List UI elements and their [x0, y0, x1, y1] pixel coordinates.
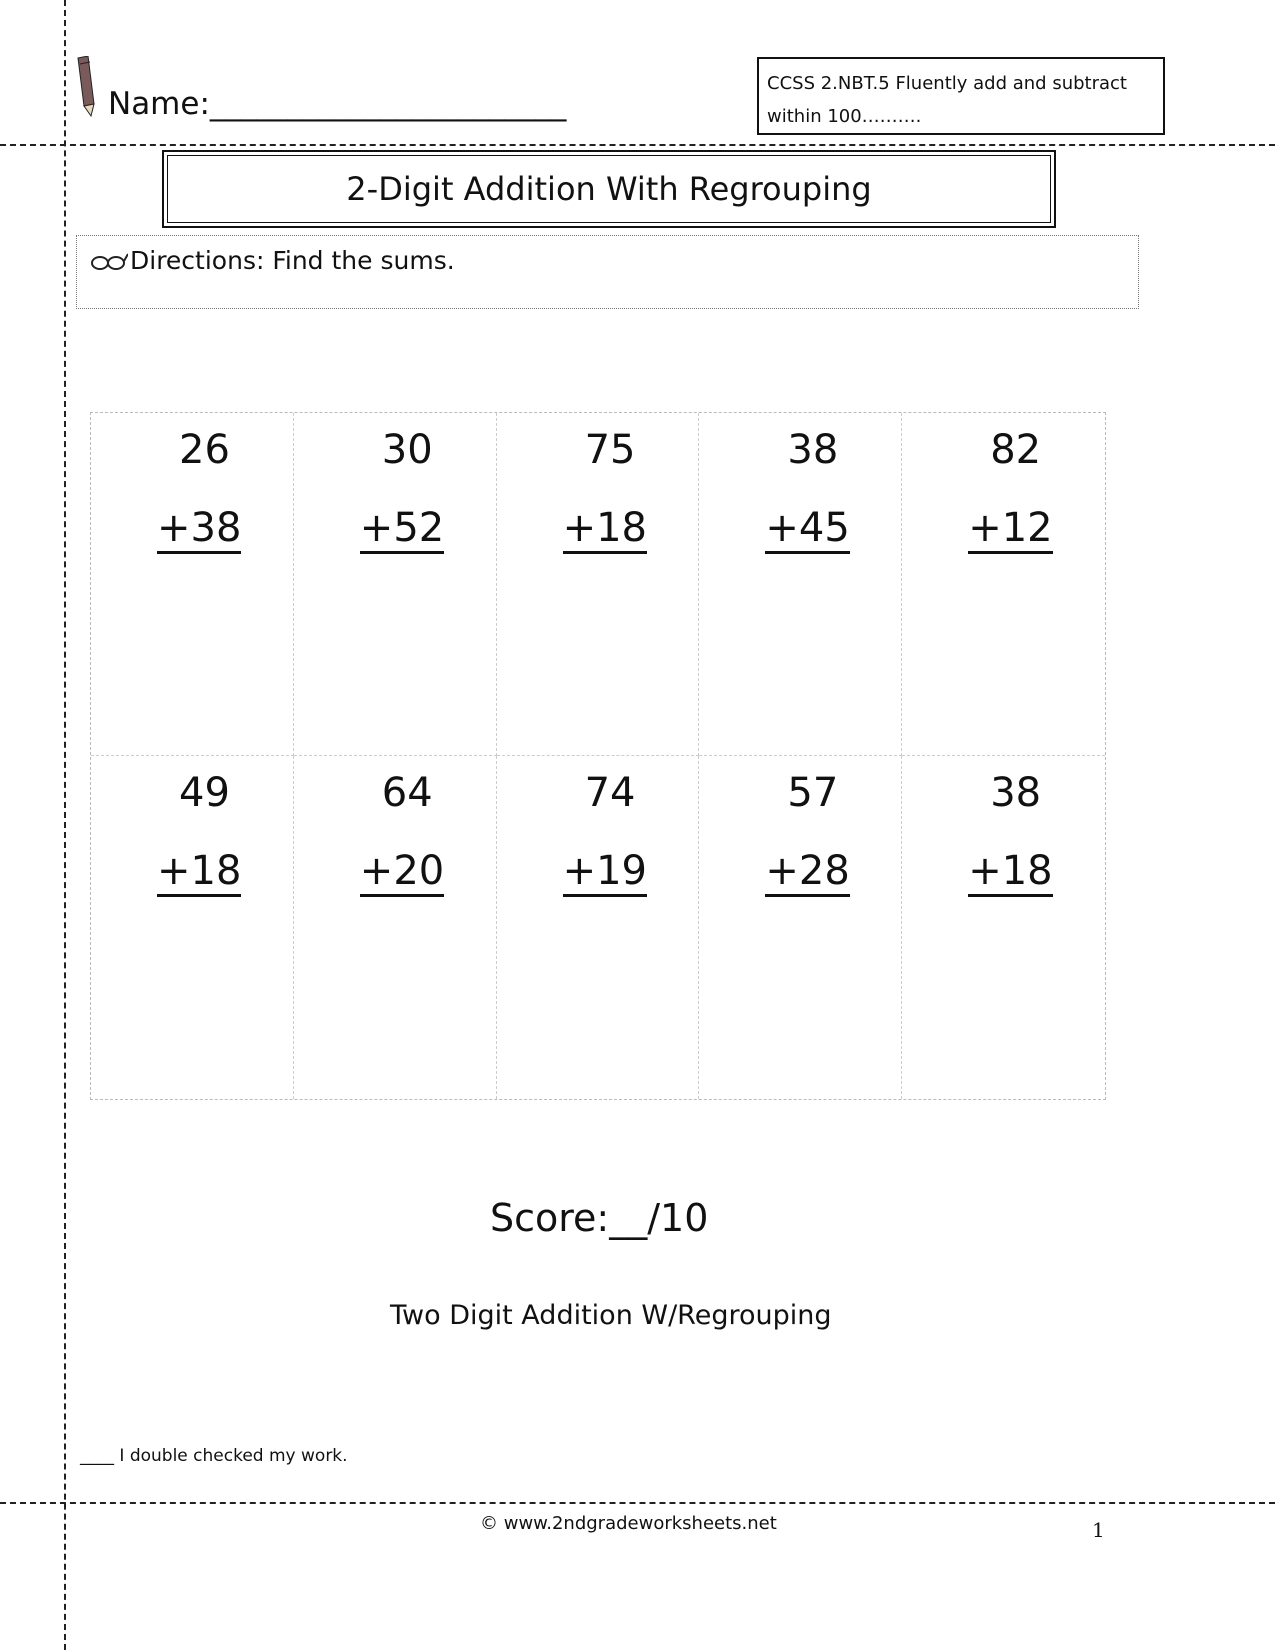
page-title: 2-Digit Addition With Regrouping — [167, 155, 1051, 223]
standard-line-2: within 100………. — [767, 106, 922, 127]
double-check-line: ____ I double checked my work. — [80, 1446, 348, 1466]
bottom-cut-line — [0, 1502, 1275, 1504]
worksheet-subtitle: Two Digit Addition W/Regrouping — [390, 1300, 832, 1331]
directions-text: Directions: Find the sums. — [130, 246, 455, 275]
title-box — [162, 150, 1056, 228]
addend-top: 30 — [381, 427, 433, 473]
addend-bottom: +19 — [563, 848, 647, 897]
addend-top: 64 — [381, 770, 433, 816]
addend-top: 38 — [787, 427, 839, 473]
addend-bottom: +18 — [968, 848, 1052, 897]
addend-top: 82 — [990, 427, 1042, 473]
standard-box — [757, 57, 1165, 135]
problem-cell — [294, 413, 497, 756]
addend-top: 49 — [179, 770, 230, 816]
problem-cell — [902, 756, 1105, 1099]
glasses-icon — [90, 252, 128, 272]
problem-cell — [294, 756, 497, 1099]
addend-bottom: +28 — [765, 848, 849, 897]
top-cut-line — [0, 144, 1275, 146]
addend-top: 57 — [787, 770, 839, 816]
addend-bottom: +52 — [360, 505, 444, 554]
name-label: Name:_______________________ — [108, 86, 567, 122]
addend-top: 75 — [584, 427, 636, 473]
pencil-icon — [72, 56, 98, 120]
problem-cell — [91, 413, 294, 756]
problem-grid — [90, 412, 1106, 1100]
addend-bottom: +18 — [157, 848, 241, 897]
copyright-url: © www.2ndgradeworksheets.net — [480, 1513, 777, 1534]
problem-cell — [699, 413, 902, 756]
problem-cell — [902, 413, 1105, 756]
problem-cell — [497, 413, 700, 756]
addend-top: 38 — [990, 770, 1042, 816]
addend-bottom: +18 — [563, 505, 647, 554]
problem-cell — [91, 756, 294, 1099]
page-number: 1 — [1092, 1518, 1105, 1542]
addend-bottom: +45 — [765, 505, 849, 554]
addend-bottom: +38 — [157, 505, 241, 554]
problem-cell — [699, 756, 902, 1099]
addend-bottom: +12 — [968, 505, 1052, 554]
addend-bottom: +20 — [360, 848, 444, 897]
score: Score:__/10 — [490, 1196, 709, 1240]
left-cut-line — [64, 0, 66, 1650]
problem-cell — [497, 756, 700, 1099]
addend-top: 74 — [584, 770, 636, 816]
addend-top: 26 — [179, 427, 230, 473]
standard-line-1: CCSS 2.NBT.5 Fluently add and subtract — [767, 73, 1127, 94]
